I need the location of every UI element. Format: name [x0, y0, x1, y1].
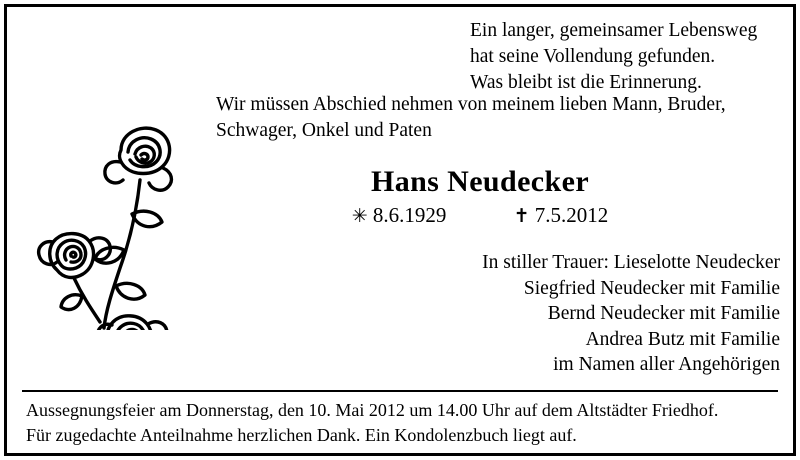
epitaph-verse — [470, 18, 780, 96]
mourners-line-4: Andrea Butz mit Familie — [585, 328, 780, 350]
mourners-line-1: In stiller Trauer: Lieselotte Neudecker — [482, 252, 780, 273]
epitaph-line-1: Ein langer, gemeinsamer Lebensweg — [470, 20, 758, 41]
footer-divider — [22, 390, 778, 392]
birth-date: 8.6.1929 — [372, 203, 447, 227]
mourners-line-3: Bernd Neudecker mit Familie — [547, 303, 780, 324]
birth-date-group — [352, 203, 452, 227]
epitaph-line-2: hat seine Vollendung gefunden. — [470, 46, 716, 67]
funeral-details-line-2: Für zugedachte Anteilnahme herzlichen Dank. Ein Kondolenzbuch liegt auf. — [26, 425, 577, 445]
mourners-line-2: Siegfried Neudecker mit Familie — [523, 277, 780, 299]
death-date-group — [514, 203, 609, 227]
deceased-name: Hans Neudecker — [370, 165, 590, 198]
announcement-line-2: Schwager, Onkel und Paten — [216, 120, 432, 141]
announcement-text — [216, 92, 788, 144]
death-cross-icon: ✝ — [513, 206, 530, 227]
funeral-details — [26, 398, 778, 448]
funeral-details-line-1: Aussegnungsfeier am Donnerstag, den 10. Mai 2012 um 14.00 Uhr auf dem Altstädter Friedhof. — [26, 400, 719, 420]
mourners-list — [260, 250, 780, 378]
mourners-line-5: im Namen aller Angehörigen — [553, 354, 780, 375]
life-dates — [180, 203, 780, 228]
epitaph-line-3: Was bleibt ist die Erinnerung. — [470, 72, 702, 93]
announcement-line-1: Wir müssen Abschied nehmen von meinem lieben Mann, Bruder, — [216, 94, 726, 115]
death-date: 7.5.2012 — [534, 203, 609, 227]
rose-bouquet-icon — [20, 110, 190, 330]
birth-star-icon: ✳ — [351, 206, 368, 227]
